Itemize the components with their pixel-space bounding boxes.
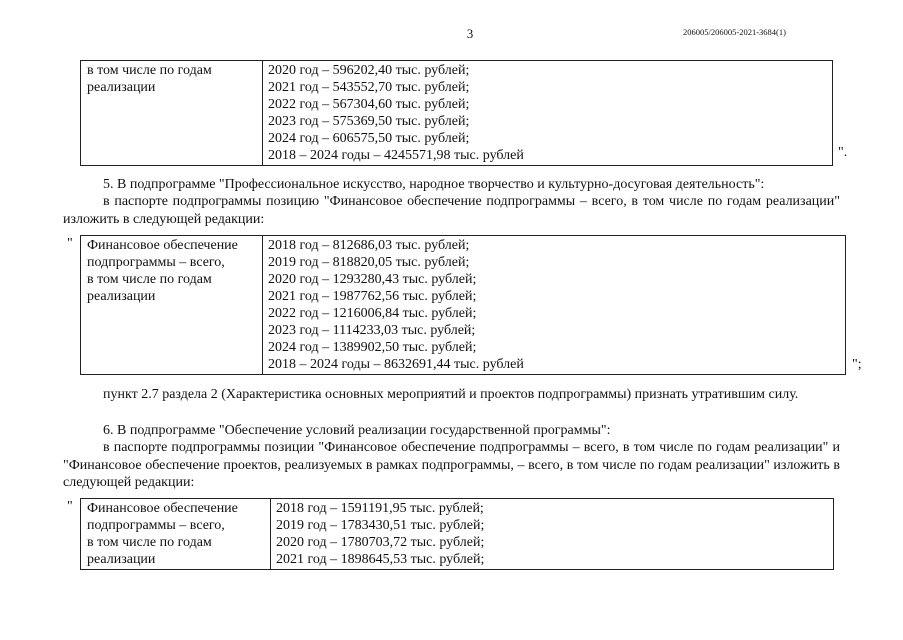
table-left-cell [81, 499, 271, 570]
closing-quote: ". [838, 145, 848, 160]
funding-line: 2021 год – 1898645,53 тыс. рублей; [276, 552, 485, 567]
funding-line: 2024 год – 1389902,50 тыс. рублей; [268, 340, 477, 355]
opening-quote: " [67, 236, 73, 251]
table-left-cell [81, 236, 263, 375]
opening-quote: " [67, 499, 73, 514]
funding-line: 2018 – 2024 годы – 4245571,98 тыс. рублей [268, 148, 524, 163]
funding-line: 2019 год – 1783430,51 тыс. рублей; [276, 518, 485, 533]
table-right-cell [271, 499, 834, 570]
funding-line: 2022 год – 1216006,84 тыс. рублей; [268, 306, 477, 321]
funding-line: 2021 год – 1987762,56 тыс. рублей; [268, 289, 477, 304]
funding-line: 2023 год – 575369,50 тыс. рублей; [268, 114, 470, 129]
funding-line: 2023 год – 1114233,03 тыс. рублей; [268, 323, 476, 338]
paragraph-5-heading: 5. В подпрограмме "Профессиональное искусство, народное творчество и культурно-досуговая деятельность": [103, 177, 765, 192]
funding-table-culture [80, 235, 846, 375]
funding-line: 2024 год – 606575,50 тыс. рублей; [268, 131, 470, 146]
funding-line: 2020 год – 596202,40 тыс. рублей; [268, 63, 470, 78]
funding-line: 2019 год – 818820,05 тыс. рублей; [268, 255, 470, 270]
funding-line: 2018 – 2024 годы – 8632691,44 тыс. рублей [268, 357, 524, 372]
funding-table-support [80, 498, 834, 570]
table-left-line: подпрограммы – всего, [87, 255, 225, 270]
table-right-cell [263, 61, 833, 166]
table-left-line: подпрограммы – всего, [87, 518, 225, 533]
table-left-line: в том числе по годам [87, 535, 212, 550]
paragraph-5-text: в паспорте подпрограммы позицию "Финансовое обеспечение подпрограммы – всего, в том числе по годам реализации" изложить в следующей редакции: [63, 194, 840, 227]
table-left-line: Финансовое обеспечение [87, 238, 238, 253]
table-right-cell [263, 236, 846, 375]
funding-line: 2018 год – 812686,03 тыс. рублей; [268, 238, 470, 253]
table-left-line: Финансовое обеспечение [87, 501, 238, 516]
funding-line: 2020 год – 1780703,72 тыс. рублей; [276, 535, 485, 550]
document-code: 206005/206005-2021-3684(1) [683, 27, 786, 37]
paragraph-6-heading: 6. В подпрограмме "Обеспечение условий реализации государственной программы": [103, 423, 611, 438]
table-left-line: в том числе по годам [87, 272, 212, 287]
table-left-line: в том числе по годам [87, 63, 212, 78]
table-left-line: реализации [87, 80, 156, 95]
funding-line: 2018 год – 1591191,95 тыс. рублей; [276, 501, 484, 516]
funding-table-continuation [80, 60, 833, 166]
table-left-line: реализации [87, 552, 156, 567]
table-left-line: реализации [87, 289, 156, 304]
paragraph-punkt-2-7: пункт 2.7 раздела 2 (Характеристика основных мероприятий и проектов подпрограммы) признать утратившим силу. [103, 387, 799, 402]
paragraph-6-text: в паспорте подпрограммы позиции "Финансовое обеспечение подпрограммы – всего, в том числе по годам реализации" и "Финансовое обеспечение проектов, реализуемых в рамках подпрограммы, – всего, в том числе по годам реализации" изложить в следующей редакции: [63, 440, 840, 490]
funding-line: 2021 год – 543552,70 тыс. рублей; [268, 80, 470, 95]
table-left-cell [81, 61, 263, 166]
funding-line: 2020 год – 1293280,43 тыс. рублей; [268, 272, 477, 287]
closing-quote: "; [852, 357, 862, 372]
funding-line: 2022 год – 567304,60 тыс. рублей; [268, 97, 470, 112]
page-number: 3 [466, 26, 474, 41]
